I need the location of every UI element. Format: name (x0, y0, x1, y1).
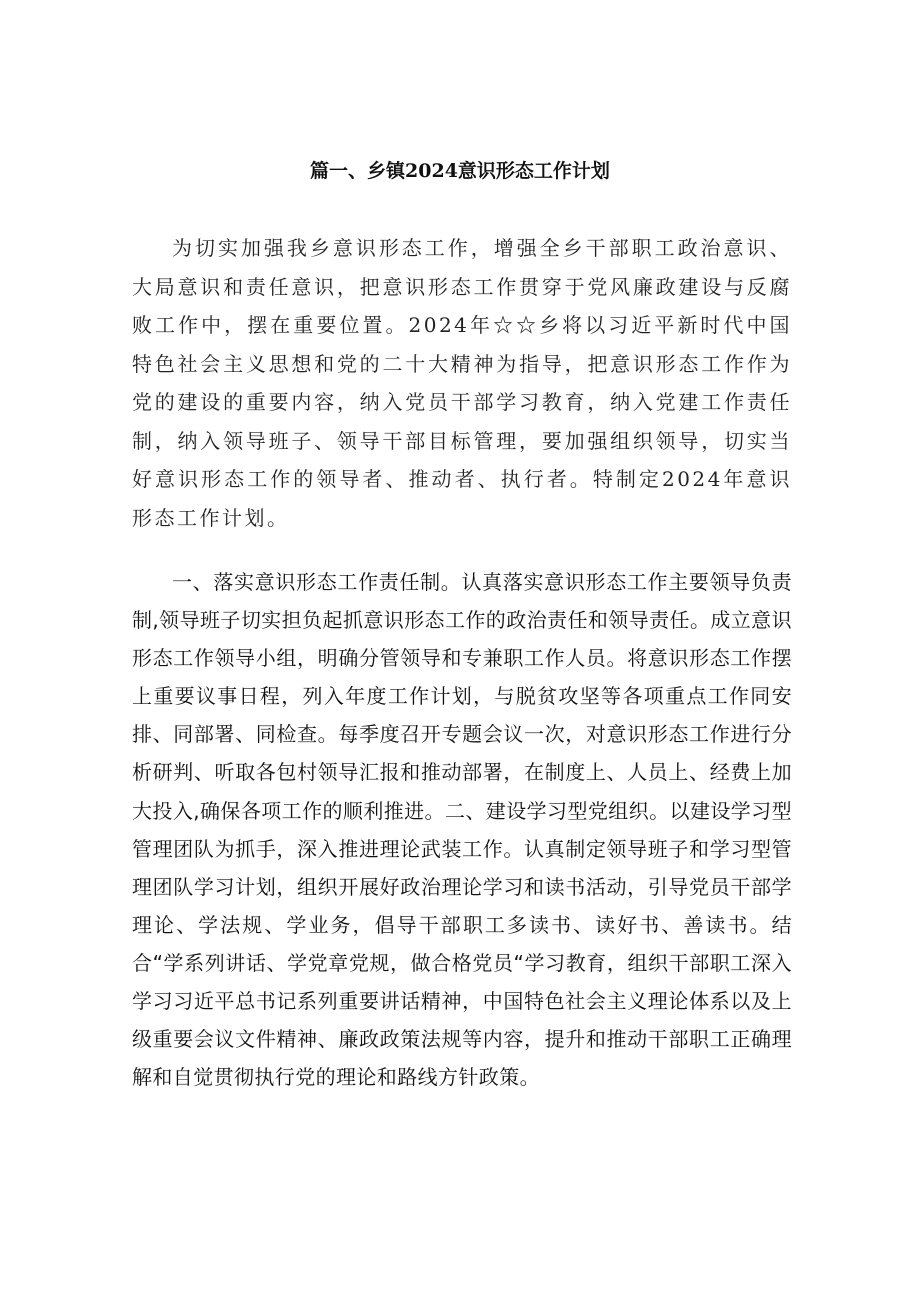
body-paragraph: 一、落实意识形态工作责任制。认真落实意识形态工作主要领导负责制,领导班子切实担负起抓意识形态工作的政治责任和领导责任。成立意识形态工作领导小组，明确分管领导和专兼职工作人员。将意识形态工作摆上重要议事日程，列入年度工作计划，与脱贫攻坚等各项重点工作同安排、同部署、同检查。每季度召开专题会议一次，对意识形态工作进行分析研判、听取各包村领导汇报和推动部署，在制度上、人员上、经费上加大投入,确保各项工作的顺利推进。二、建设学习型党组织。以建设学习型管理团队为抓手，深入推进理论武装工作。认真制定领导班子和学习型管理团队学习计划，组织开展好政治理论学习和读书活动，引导党员干部学理论、学法规、学业务，倡导干部职工多读书、读好书、善读书。结合“学系列讲话、学党章党规，做合格党员“学习教育，组织干部职工深入学习习近平总书记系列重要讲话精神，中国特色社会主义理论体系以及上级重要会议文件精神、廉政政策法规等内容，提升和推动干部职工正确理解和自觉贯彻执行党的理论和路线方针政策。 (132, 570, 792, 1090)
document-title: 篇一、乡镇2024意识形态工作计划 (310, 160, 610, 182)
intro-paragraph: 为切实加强我乡意识形态工作，增强全乡干部职工政治意识、大局意识和责任意识，把意识形态工作贯穿于党风廉政建设与反腐败工作中，摆在重要位置。2024年☆☆乡将以习近平新时代中国特色社会主义思想和党的二十大精神为指导，把意识形态工作作为党的建设的重要内容，纳入党员干部学习教育，纳入党建工作责任制，纳入领导班子、领导干部目标管理，要加强组织领导，切实当好意识形态工作的领导者、推动者、执行者。特制定2024年意识形态工作计划。 (132, 236, 792, 530)
